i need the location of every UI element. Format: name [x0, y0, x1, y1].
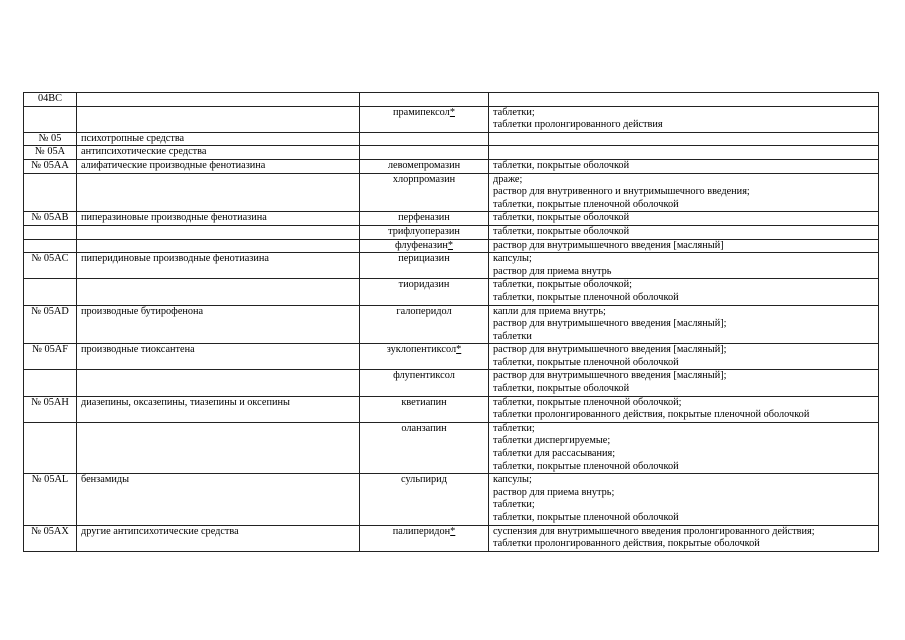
- group-name-cell: [77, 225, 360, 239]
- drug-name-cell: [360, 474, 489, 525]
- group-name-cell: [77, 279, 360, 305]
- table-row: [24, 253, 879, 279]
- dosage-forms-cell: [489, 253, 879, 279]
- dosage-form: драже;: [493, 173, 523, 185]
- drug-name-cell: [360, 422, 489, 473]
- dosage-form: таблетки для рассасывания;: [493, 448, 616, 460]
- drug-name-cell: [360, 370, 489, 396]
- dosage-form: таблетки, покрытые пленочной оболочкой;: [493, 396, 682, 408]
- atc-code-cell: № 05A: [24, 146, 77, 160]
- dosage-form: таблетки, покрытые оболочкой: [493, 383, 630, 395]
- atc-code-cell: № 05AB: [24, 212, 77, 226]
- drug-name-cell: [360, 173, 489, 212]
- table-row: [24, 159, 879, 173]
- group-name-cell: антипсихотические средства: [77, 146, 360, 160]
- atc-code-cell: [24, 279, 77, 305]
- drug-table-body: [24, 93, 879, 552]
- atc-code-cell: № 05AH: [24, 396, 77, 422]
- dosage-forms-cell: [489, 132, 879, 146]
- dosage-forms-cell: [489, 239, 879, 253]
- table-row: [24, 93, 879, 107]
- group-name-cell: пиперазиновые производные фенотиазина: [77, 212, 360, 226]
- footnote-asterisk: *: [447, 239, 453, 251]
- dosage-form: раствор для внутривенного и внутримышечного введения;: [493, 186, 750, 198]
- drug-name: кветиапин: [401, 396, 447, 408]
- drug-name-cell: [360, 279, 489, 305]
- dosage-forms-cell: [489, 525, 879, 551]
- footnote-asterisk: *: [450, 525, 456, 537]
- drug-name: перфеназин: [398, 212, 450, 224]
- drug-name-cell: [360, 344, 489, 370]
- group-name-cell: [77, 239, 360, 253]
- atc-code-cell: [24, 106, 77, 132]
- dosage-form: таблетки пролонгированного действия, покрытые пленочной оболочкой: [493, 409, 810, 421]
- dosage-form: раствор для приема внутрь: [493, 265, 612, 277]
- drug-name: флупентиксол: [393, 370, 455, 382]
- group-name-cell: диазепины, оксазепины, тиазепины и оксепины: [77, 396, 360, 422]
- dosage-form: таблетки, покрытые пленочной оболочкой: [493, 460, 679, 472]
- dosage-form: раствор для внутримышечного введения [масляный];: [493, 344, 727, 356]
- drug-name-cell: [360, 525, 489, 551]
- drug-name: флуфеназин: [394, 239, 448, 251]
- drug-name-cell: [360, 212, 489, 226]
- drug-name: сульпирид: [401, 474, 447, 486]
- drug-table: [23, 92, 879, 552]
- drug-name-cell: [360, 253, 489, 279]
- group-name-cell: психотропные средства: [77, 132, 360, 146]
- dosage-forms-cell: [489, 159, 879, 173]
- dosage-form: капли для приема внутрь;: [493, 305, 606, 317]
- drug-name-cell: [360, 239, 489, 253]
- atc-code-cell: № 05AL: [24, 474, 77, 525]
- group-name-cell: [77, 93, 360, 107]
- atc-code-cell: [24, 422, 77, 473]
- drug-name: зуклопентиксол: [386, 344, 457, 356]
- dosage-form: таблетки: [493, 330, 532, 342]
- table-row: [24, 173, 879, 212]
- group-name-cell: другие антипсихотические средства: [77, 525, 360, 551]
- dosage-forms-cell: [489, 370, 879, 396]
- dosage-form: капсулы;: [493, 253, 532, 265]
- drug-name: тиоридазин: [398, 279, 450, 291]
- table-row: [24, 132, 879, 146]
- drug-name-cell: [360, 396, 489, 422]
- table-row: [24, 370, 879, 396]
- atc-code-cell: 04BC: [24, 93, 77, 107]
- dosage-forms-cell: [489, 422, 879, 473]
- dosage-form: таблетки, покрытые оболочкой;: [493, 279, 632, 291]
- dosage-forms-cell: [489, 173, 879, 212]
- group-name-cell: алифатические производные фенотиазина: [77, 159, 360, 173]
- dosage-form: капсулы;: [493, 474, 532, 486]
- table-row: [24, 146, 879, 160]
- table-row: [24, 344, 879, 370]
- dosage-form: таблетки;: [493, 106, 535, 118]
- dosage-form: таблетки, покрытые пленочной оболочкой: [493, 356, 679, 368]
- dosage-form: суспензия для внутримышечного введения пролонгированного действия;: [493, 525, 815, 537]
- atc-code-cell: № 05AD: [24, 305, 77, 344]
- dosage-forms-cell: [489, 146, 879, 160]
- drug-name-cell: [360, 146, 489, 160]
- group-name-cell: [77, 370, 360, 396]
- atc-code-cell: № 05AX: [24, 525, 77, 551]
- dosage-forms-cell: [489, 93, 879, 107]
- table-row: [24, 396, 879, 422]
- group-name-cell: бензамиды: [77, 474, 360, 525]
- dosage-forms-cell: [489, 279, 879, 305]
- dosage-form: таблетки, покрытые оболочкой: [493, 225, 630, 237]
- drug-name-cell: [360, 106, 489, 132]
- dosage-forms-cell: [489, 474, 879, 525]
- dosage-form: таблетки, покрытые оболочкой: [493, 212, 630, 224]
- group-name-cell: производные тиоксантена: [77, 344, 360, 370]
- dosage-form: таблетки;: [493, 422, 535, 434]
- dosage-forms-cell: [489, 396, 879, 422]
- drug-name: галоперидол: [396, 305, 452, 317]
- atc-code-cell: № 05AC: [24, 253, 77, 279]
- group-name-cell: [77, 173, 360, 212]
- dosage-form: раствор для приема внутрь;: [493, 486, 615, 498]
- table-row: [24, 422, 879, 473]
- table-row: [24, 474, 879, 525]
- dosage-forms-cell: [489, 212, 879, 226]
- atc-code-cell: № 05AF: [24, 344, 77, 370]
- dosage-form: таблетки, покрытые оболочкой: [493, 159, 630, 171]
- dosage-form: таблетки, покрытые пленочной оболочкой: [493, 512, 679, 523]
- dosage-forms-cell: [489, 225, 879, 239]
- atc-code-cell: № 05AA: [24, 159, 77, 173]
- dosage-form: таблетки, покрытые пленочной оболочкой: [493, 198, 679, 210]
- dosage-forms-cell: [489, 344, 879, 370]
- footnote-asterisk: *: [456, 344, 462, 356]
- table-row: [24, 305, 879, 344]
- dosage-form: таблетки диспергируемые;: [493, 435, 611, 447]
- drug-name: трифлуоперазин: [388, 225, 460, 237]
- table-row: [24, 225, 879, 239]
- group-name-cell: [77, 422, 360, 473]
- dosage-form: раствор для внутримышечного введения [масляный]: [493, 239, 724, 251]
- dosage-forms-cell: [489, 106, 879, 132]
- dosage-form: раствор для внутримышечного введения [масляный];: [493, 370, 727, 382]
- dosage-forms-cell: [489, 305, 879, 344]
- drug-name: палиперидон: [392, 525, 451, 537]
- drug-name-cell: [360, 305, 489, 344]
- atc-code-cell: [24, 225, 77, 239]
- atc-code-cell: № 05: [24, 132, 77, 146]
- group-name-cell: пиперидиновые производные фенотиазина: [77, 253, 360, 279]
- drug-name-cell: [360, 159, 489, 173]
- table-row: [24, 239, 879, 253]
- table-row: [24, 212, 879, 226]
- atc-code-cell: [24, 370, 77, 396]
- table-row: [24, 279, 879, 305]
- drug-name-cell: [360, 225, 489, 239]
- dosage-form: таблетки пролонгированного действия: [493, 119, 663, 131]
- table-row: [24, 106, 879, 132]
- drug-name: хлорпромазин: [392, 173, 456, 185]
- group-name-cell: производные бутирофенона: [77, 305, 360, 344]
- drug-name-cell: [360, 132, 489, 146]
- dosage-form: таблетки;: [493, 499, 535, 511]
- group-name-cell: [77, 106, 360, 132]
- drug-name: прамипексол: [393, 106, 450, 118]
- drug-name: оланзапин: [401, 422, 447, 434]
- drug-name: левомепромазин: [387, 159, 461, 171]
- dosage-form: таблетки, покрытые пленочной оболочкой: [493, 291, 679, 303]
- atc-code-cell: [24, 239, 77, 253]
- dosage-form: таблетки пролонгированного действия, покрытые оболочкой: [493, 538, 760, 550]
- drug-name-cell: [360, 93, 489, 107]
- drug-name: перициазин: [398, 253, 450, 265]
- dosage-form: раствор для внутримышечного введения [масляный];: [493, 318, 727, 330]
- atc-code-cell: [24, 173, 77, 212]
- table-row: [24, 525, 879, 551]
- footnote-asterisk: *: [449, 106, 455, 118]
